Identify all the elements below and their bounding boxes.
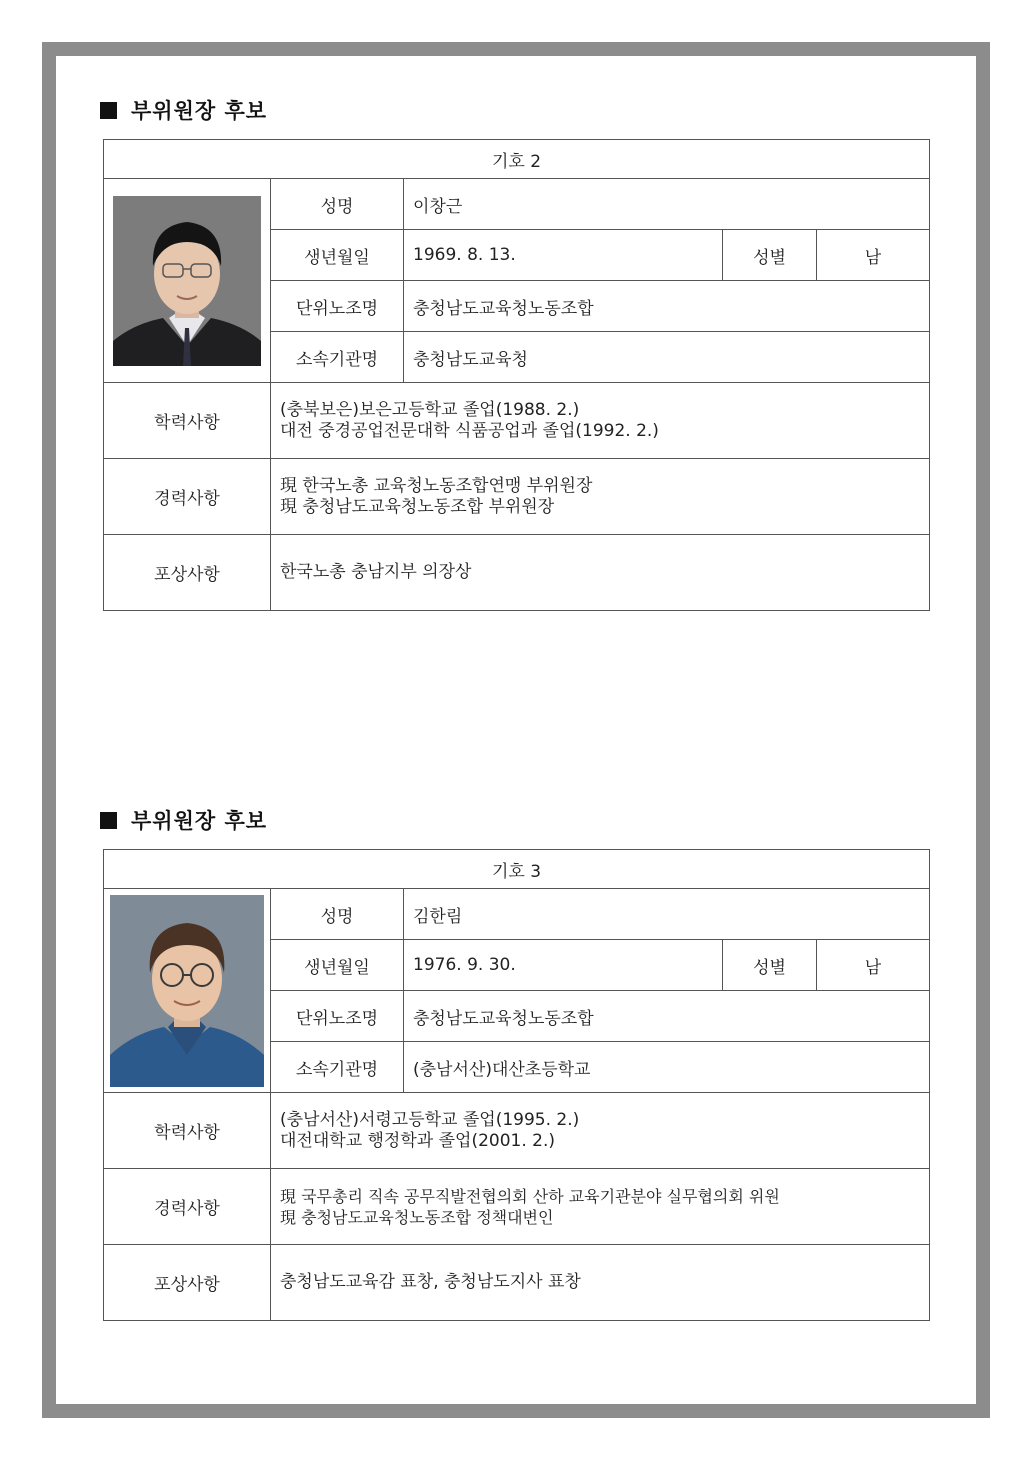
- section-title-text: 부위원장 후보: [131, 99, 268, 123]
- photo-cell: [104, 889, 271, 1093]
- awards-value: [271, 1245, 930, 1321]
- career-line: 現 한국노총 교육청노동조합연맹 부위원장: [280, 475, 593, 496]
- gender-label: 성별: [723, 230, 817, 281]
- career-line: 現 충청남도교육청노동조합 부위원장: [280, 496, 555, 517]
- education-line: (충북보은)보은고등학교 졸업(1988. 2.): [280, 399, 580, 420]
- career-label: 경력사항: [104, 1169, 271, 1245]
- union-label: 단위노조명: [271, 281, 404, 332]
- org-label: 소속기관명: [271, 332, 404, 383]
- name-value: 이창근: [404, 179, 930, 230]
- candidate-table-1: [103, 139, 930, 611]
- awards-label: 포상사항: [104, 535, 271, 611]
- org-label: 소속기관명: [271, 1042, 404, 1093]
- candidate-photo: [113, 196, 261, 366]
- org-value: (충남서산)대산초등학교: [404, 1042, 930, 1093]
- name-label: 성명: [271, 889, 404, 940]
- candidate-number: 기호 3: [104, 850, 930, 889]
- gender-label: 성별: [723, 940, 817, 991]
- education-line: (충남서산)서령고등학교 졸업(1995. 2.): [280, 1109, 580, 1130]
- education-value: [271, 383, 930, 459]
- birth-label: 생년월일: [271, 230, 404, 281]
- career-value: [271, 1169, 930, 1245]
- awards-line: 충청남도교육감 표창, 충청남도지사 표창: [280, 1272, 581, 1292]
- union-value: 충청남도교육청노동조합: [404, 991, 930, 1042]
- section-title: [100, 805, 267, 835]
- candidate-photo: [110, 895, 264, 1087]
- career-line: 現 국무총리 직속 공무직발전협의회 산하 교육기관분야 실무협의회 위원: [280, 1186, 780, 1206]
- union-value: 충청남도교육청노동조합: [404, 281, 930, 332]
- career-value: [271, 459, 930, 535]
- square-bullet-icon: [100, 812, 117, 829]
- name-label: 성명: [271, 179, 404, 230]
- education-label: 학력사항: [104, 383, 271, 459]
- birth-value: 1976. 9. 30.: [404, 940, 723, 991]
- gender-value: 남: [817, 230, 930, 281]
- name-value: 김한림: [404, 889, 930, 940]
- awards-label: 포상사항: [104, 1245, 271, 1321]
- candidate-number: 기호 2: [104, 140, 930, 179]
- awards-value: [271, 535, 930, 611]
- photo-cell: [104, 179, 271, 383]
- union-label: 단위노조명: [271, 991, 404, 1042]
- education-line: 대전대학교 행정학과 졸업(2001. 2.): [280, 1130, 556, 1151]
- org-value: 충청남도교육청: [404, 332, 930, 383]
- education-label: 학력사항: [104, 1093, 271, 1169]
- gender-value: 남: [817, 940, 930, 991]
- section-title: [100, 95, 267, 125]
- education-value: [271, 1093, 930, 1169]
- career-label: 경력사항: [104, 459, 271, 535]
- education-line: 대전 중경공업전문대학 식품공업과 졸업(1992. 2.): [280, 420, 659, 441]
- birth-value: 1969. 8. 13.: [404, 230, 723, 281]
- awards-line: 한국노총 충남지부 의장상: [280, 562, 472, 582]
- birth-label: 생년월일: [271, 940, 404, 991]
- section-title-text: 부위원장 후보: [131, 809, 268, 833]
- candidate-table-2: [103, 849, 930, 1321]
- career-line: 現 충청남도교육청노동조합 정책대변인: [280, 1207, 554, 1227]
- square-bullet-icon: [100, 102, 117, 119]
